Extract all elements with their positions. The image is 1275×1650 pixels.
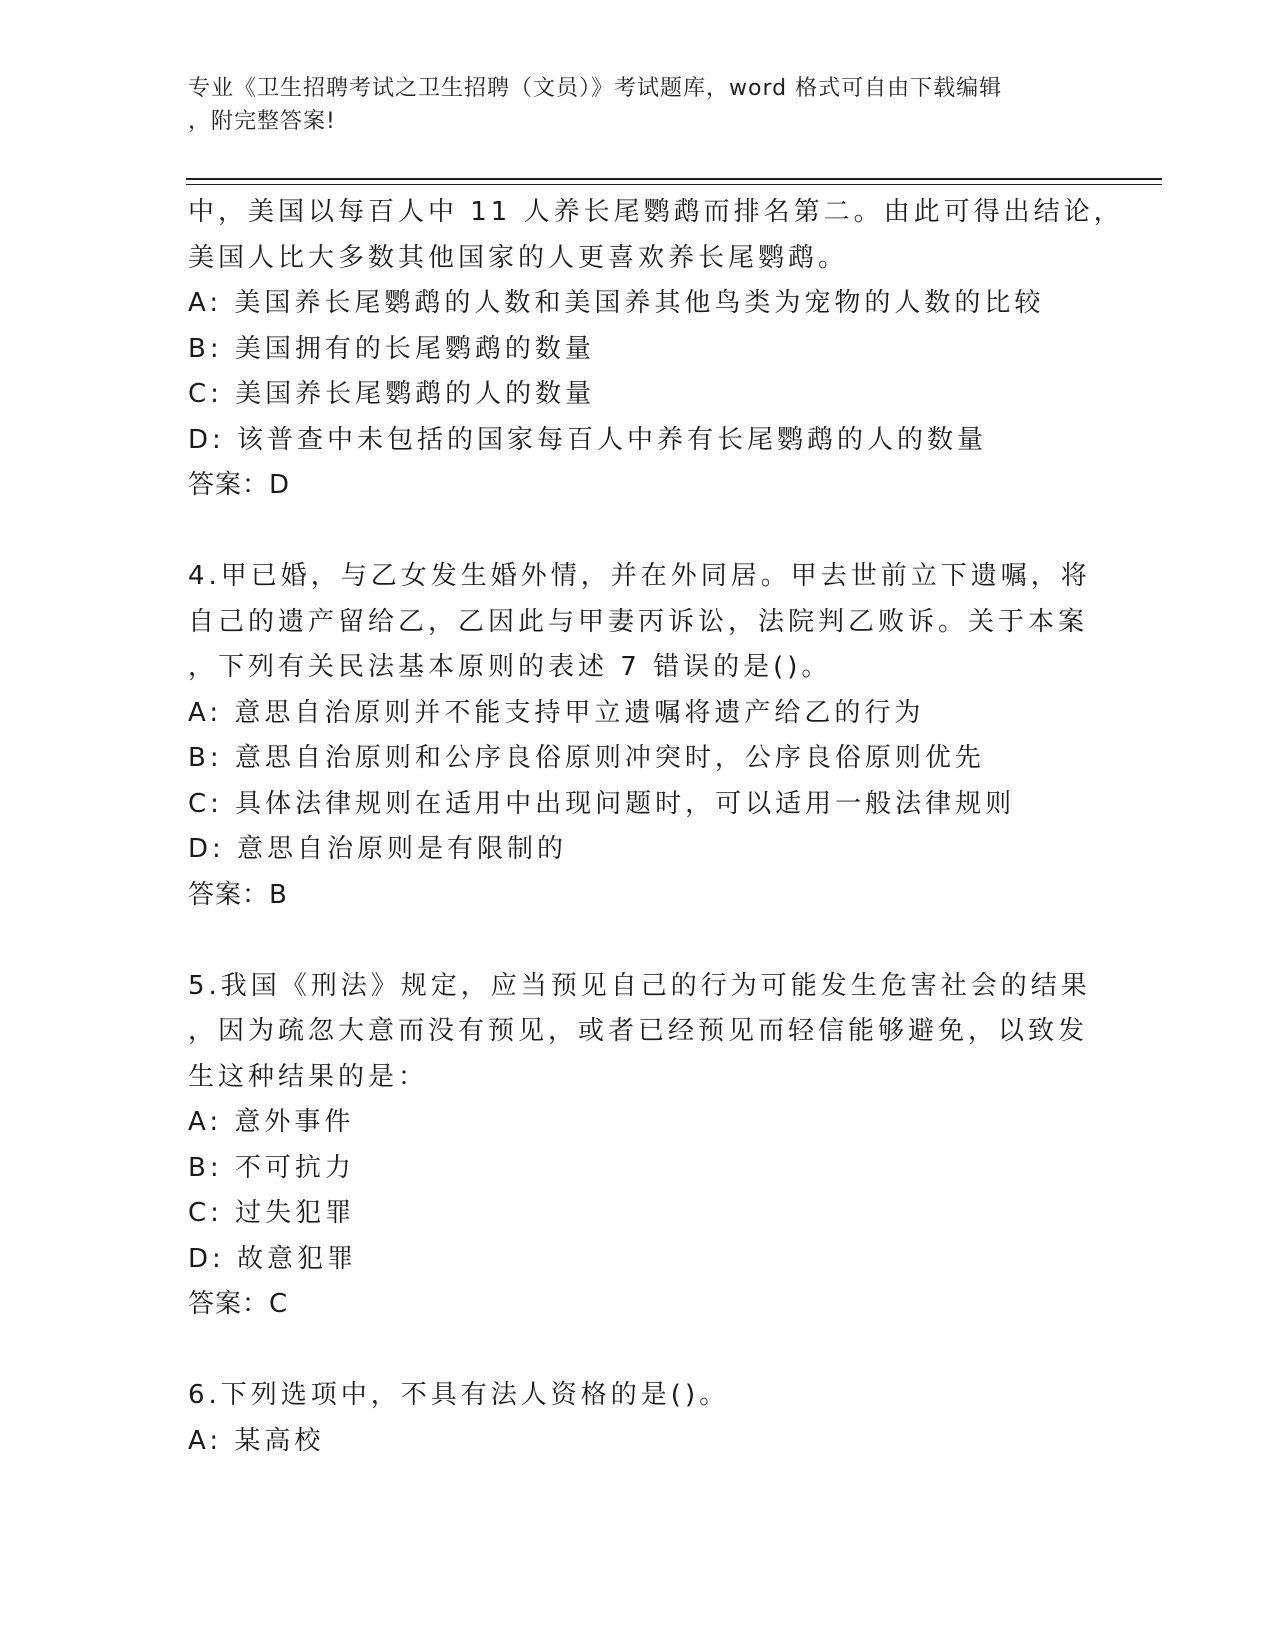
question-4-option-a: A: 意思自治原则并不能支持甲立遗嘱将遗产给乙的行为 [188, 697, 925, 728]
question-3-option-a: A: 美国养长尾鹦鹉的人数和美国养其他鸟类为宠物的人数的比较 [188, 288, 1045, 318]
question-5-stem-line: 生这种结果的是： [188, 1061, 429, 1092]
spacer [188, 509, 1088, 555]
question-5 [188, 964, 1091, 1328]
question-4 [188, 554, 1091, 918]
question-3-answer: 答案：D [188, 470, 291, 500]
question-3-stem-line: 美国人比大多数其他国家的人更喜欢养长尾鹦鹉。 [188, 242, 849, 273]
document-header [188, 72, 1088, 138]
question-6-stem-line: 6.下列选项中，不具有法人资格的是()。 [188, 1380, 730, 1410]
question-5-option-c: C: 过失犯罪 [188, 1198, 356, 1228]
question-3-option-d: D: 该普查中未包括的国家每百人中养有长尾鹦鹉的人的数量 [188, 424, 988, 455]
question-3-option-b: B: 美国拥有的长尾鹦鹉的数量 [188, 333, 595, 364]
question-4-answer: 答案：B [188, 879, 288, 910]
question-6 [188, 1373, 1088, 1464]
question-5-answer: 答案：C [188, 1289, 289, 1319]
question-4-option-c: C: 具体法律规则在适用中出现问题时，可以适用一般法律规则 [188, 788, 1016, 819]
question-4-option-d: D: 意思自治原则是有限制的 [188, 834, 568, 864]
header-line-2: ，附完整答案! [188, 109, 336, 134]
question-4-option-b: B: 意思自治原则和公序良俗原则冲突时，公序良俗原则优先 [188, 743, 985, 773]
spacer [188, 918, 1088, 964]
question-4-stem-line: ，下列有关民法基本原则的表述 7 错误的是()。 [188, 652, 832, 682]
question-3-stem-line: 中，美国以每百人中 11 人养长尾鹦鹉而排名第二。由此可得出结论， [188, 197, 1124, 227]
question-5-option-a: A: 意外事件 [188, 1107, 355, 1137]
spacer [188, 1328, 1088, 1374]
question-5-option-d: D: 故意犯罪 [188, 1243, 358, 1274]
question-4-stem-line: 4.甲已婚，与乙女发生婚外情，并在外同居。甲去世前立下遗嘱，将 [188, 561, 1091, 591]
question-6-option-a: A: 某高校 [188, 1425, 325, 1456]
question-5-stem-line: ，因为疏忽大意而没有预见，或者已经预见而轻信能够避免，以致发 [188, 1016, 1089, 1046]
header-line-1: 专业《卫生招聘考试之卫生招聘（文员）》考试题库，word 格式可自由下载编辑 [188, 76, 1003, 101]
header-divider-thin [186, 184, 1162, 185]
question-3 [188, 190, 1124, 509]
question-5-option-b: B: 不可抗力 [188, 1152, 355, 1183]
question-4-stem-line: 自己的遗产留给乙，乙因此与甲妻丙诉讼，法院判乙败诉。关于本案 [188, 606, 1089, 637]
question-3-option-c: C: 美国养长尾鹦鹉的人的数量 [188, 379, 596, 409]
question-5-stem-line: 5.我国《刑法》规定，应当预见自己的行为可能发生危害社会的结果 [188, 970, 1091, 1001]
question-content [188, 190, 1124, 1464]
header-divider-thick [186, 178, 1162, 180]
